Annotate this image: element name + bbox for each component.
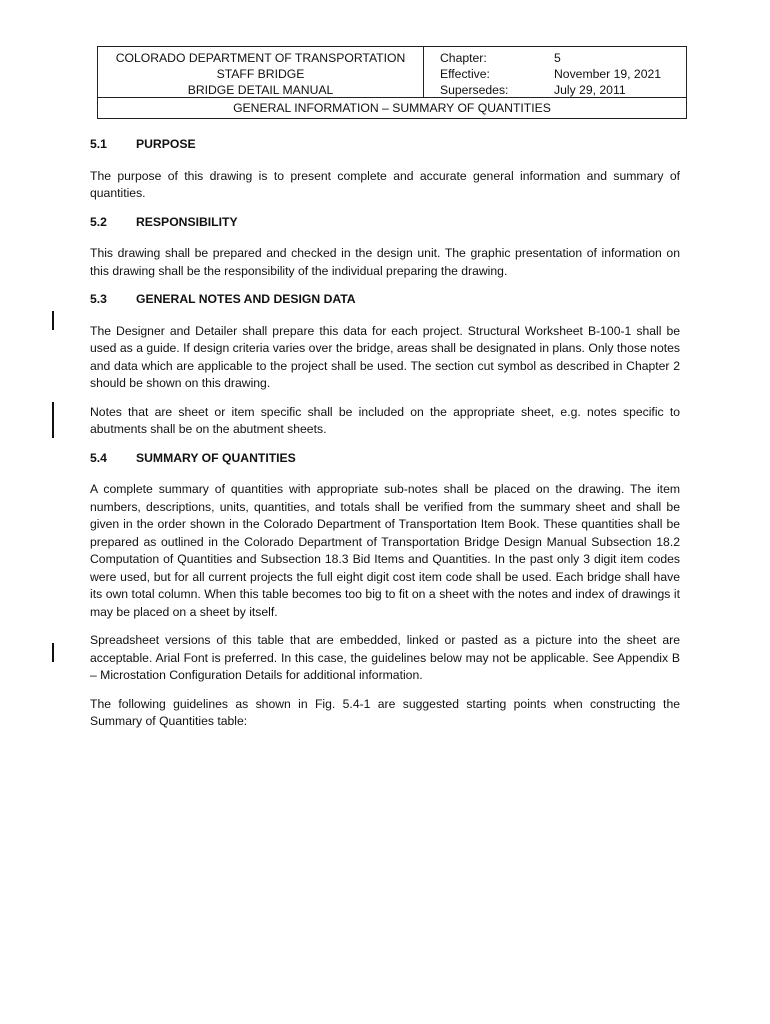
section-title: RESPONSIBILITY <box>136 214 238 229</box>
header-subject: GENERAL INFORMATION – SUMMARY OF QUANTITIES <box>98 97 686 119</box>
document-header <box>97 46 687 119</box>
header-organization <box>98 47 424 97</box>
manual-name: BRIDGE DETAIL MANUAL <box>187 83 334 97</box>
chapter-row <box>440 50 680 66</box>
section-heading <box>90 291 680 309</box>
header-meta <box>440 50 680 98</box>
paragraph: The following guidelines as shown in Fig. 5.4-1 are suggested starting points when constructing the Summary of Quantities table: <box>90 696 680 728</box>
revision-bar <box>52 643 54 662</box>
effective-value: November 19, 2021 <box>554 67 662 81</box>
section-title: SUMMARY OF QUANTITIES <box>136 450 296 465</box>
section-title: GENERAL NOTES AND DESIGN DATA <box>136 292 356 306</box>
section-heading <box>90 136 680 154</box>
section-number: 5.1 <box>90 137 107 151</box>
effective-label: Effective: <box>440 67 490 81</box>
supersedes-row <box>440 82 680 98</box>
paragraph: A complete summary of quantities with appropriate sub-notes shall be placed on the drawing. The item numbers, descriptions, units, quantities, and totals shall be verified from the summary sheet and shall be given in the order shown in the Colorado Department of Transportation Item Book. These quantities shall be prepared as outlined in the Colorado Department of Transportation Bridge Design Manual Subsection 18.2 Computation of Quantities and Subsection 18.3 Bid Items and Quantities. In the past only 3 digit item codes were used, but for all current projects the full eight digit cost item code shall be used. Each bridge shall have its own total column. When this table becomes too big to fit on a sheet with the notes and index of drawings it may be placed on a sheet by itself. <box>90 482 680 619</box>
paragraph: This drawing shall be prepared and checked in the design unit. The graphic presentation of information on this drawing shall be the responsibility of the individual preparing the drawing. <box>90 246 680 278</box>
revision-bar <box>52 311 54 330</box>
supersedes-label: Supersedes: <box>440 83 509 97</box>
document-body <box>90 136 680 742</box>
section-number: 5.2 <box>90 214 107 229</box>
paragraph: Notes that are sheet or item specific shall be included on the appropriate sheet, e.g. notes specific to abutments shall be on the abutment sheets. <box>90 404 680 436</box>
chapter-value: 5 <box>554 51 561 65</box>
section-title: PURPOSE <box>136 137 196 151</box>
section-number: 5.4 <box>90 450 107 465</box>
section-number: 5.3 <box>90 292 107 306</box>
section-heading <box>90 214 680 232</box>
supersedes-value: July 29, 2011 <box>554 83 626 97</box>
effective-row <box>440 66 680 82</box>
paragraph: The purpose of this drawing is to present complete and accurate general information and summary of quantities. <box>90 168 680 200</box>
chapter-label: Chapter: <box>440 51 487 65</box>
org-name: COLORADO DEPARTMENT OF TRANSPORTATION <box>115 51 406 65</box>
revision-bar <box>52 402 54 438</box>
section-heading <box>90 450 680 468</box>
paragraph: The Designer and Detailer shall prepare this data for each project. Structural Worksheet B-100-1 shall be used as a guide. If design criteria varies over the bridge, areas shall be designated in plans. Only those notes and data which are applicable to the project shall be used. The section cut symbol as described in Chapter 2 should be shown on this drawing. <box>90 323 680 390</box>
org-division: STAFF BRIDGE <box>216 67 305 81</box>
paragraph: Spreadsheet versions of this table that are embedded, linked or pasted as a picture into the sheet are acceptable. Arial Font is preferred. In this case, the guidelines below may not be applicable. See Appendix B – Microstation Configuration Details for additional information. <box>90 633 680 682</box>
